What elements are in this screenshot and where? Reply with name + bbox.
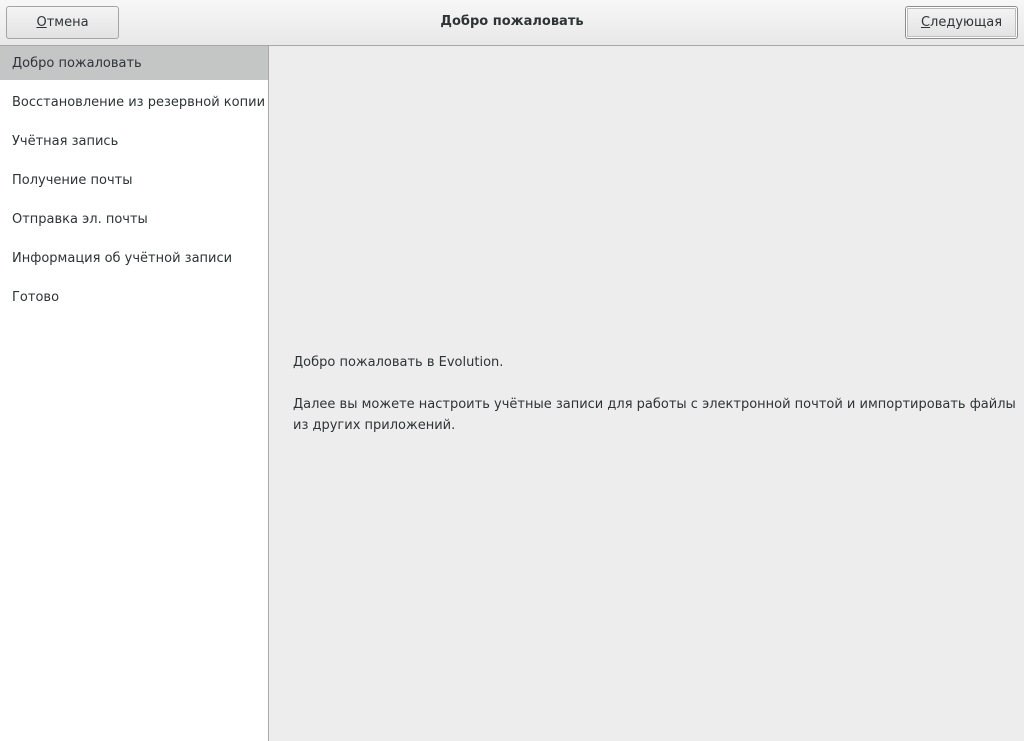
welcome-page (269, 46, 1024, 741)
next-mnemonic: С (920, 15, 931, 30)
sidebar-item-receiving-mail[interactable]: Получение почты (12, 173, 133, 188)
assistant-header (0, 0, 1024, 46)
steps-sidebar (0, 46, 269, 741)
welcome-message: Добро пожаловать в Evolution. (293, 355, 504, 370)
sidebar-item-done[interactable]: Готово (12, 290, 60, 305)
next-label: ледующая (930, 15, 1003, 30)
sidebar-item-welcome[interactable]: Добро пожаловать (0, 46, 268, 80)
page-title: Добро пожаловать (440, 14, 584, 29)
cancel-mnemonic: О (36, 15, 47, 30)
sidebar-item-sending-mail[interactable]: Отправка эл. почты (12, 212, 148, 227)
sidebar-item-restore-backup[interactable]: Восстановление из резервной копии (12, 95, 266, 110)
cancel-button[interactable] (6, 6, 119, 39)
welcome-text-block (293, 352, 1018, 457)
cancel-label: тмена (46, 15, 89, 30)
sidebar-item-account[interactable]: Учётная запись (12, 134, 119, 149)
sidebar-item-account-info[interactable]: Информация об учётной записи (12, 251, 233, 266)
next-button[interactable] (905, 6, 1018, 39)
welcome-description: Далее вы можете настроить учётные записи для работы с электронной почтой и импортировать файлы из других приложений. (293, 397, 1016, 433)
